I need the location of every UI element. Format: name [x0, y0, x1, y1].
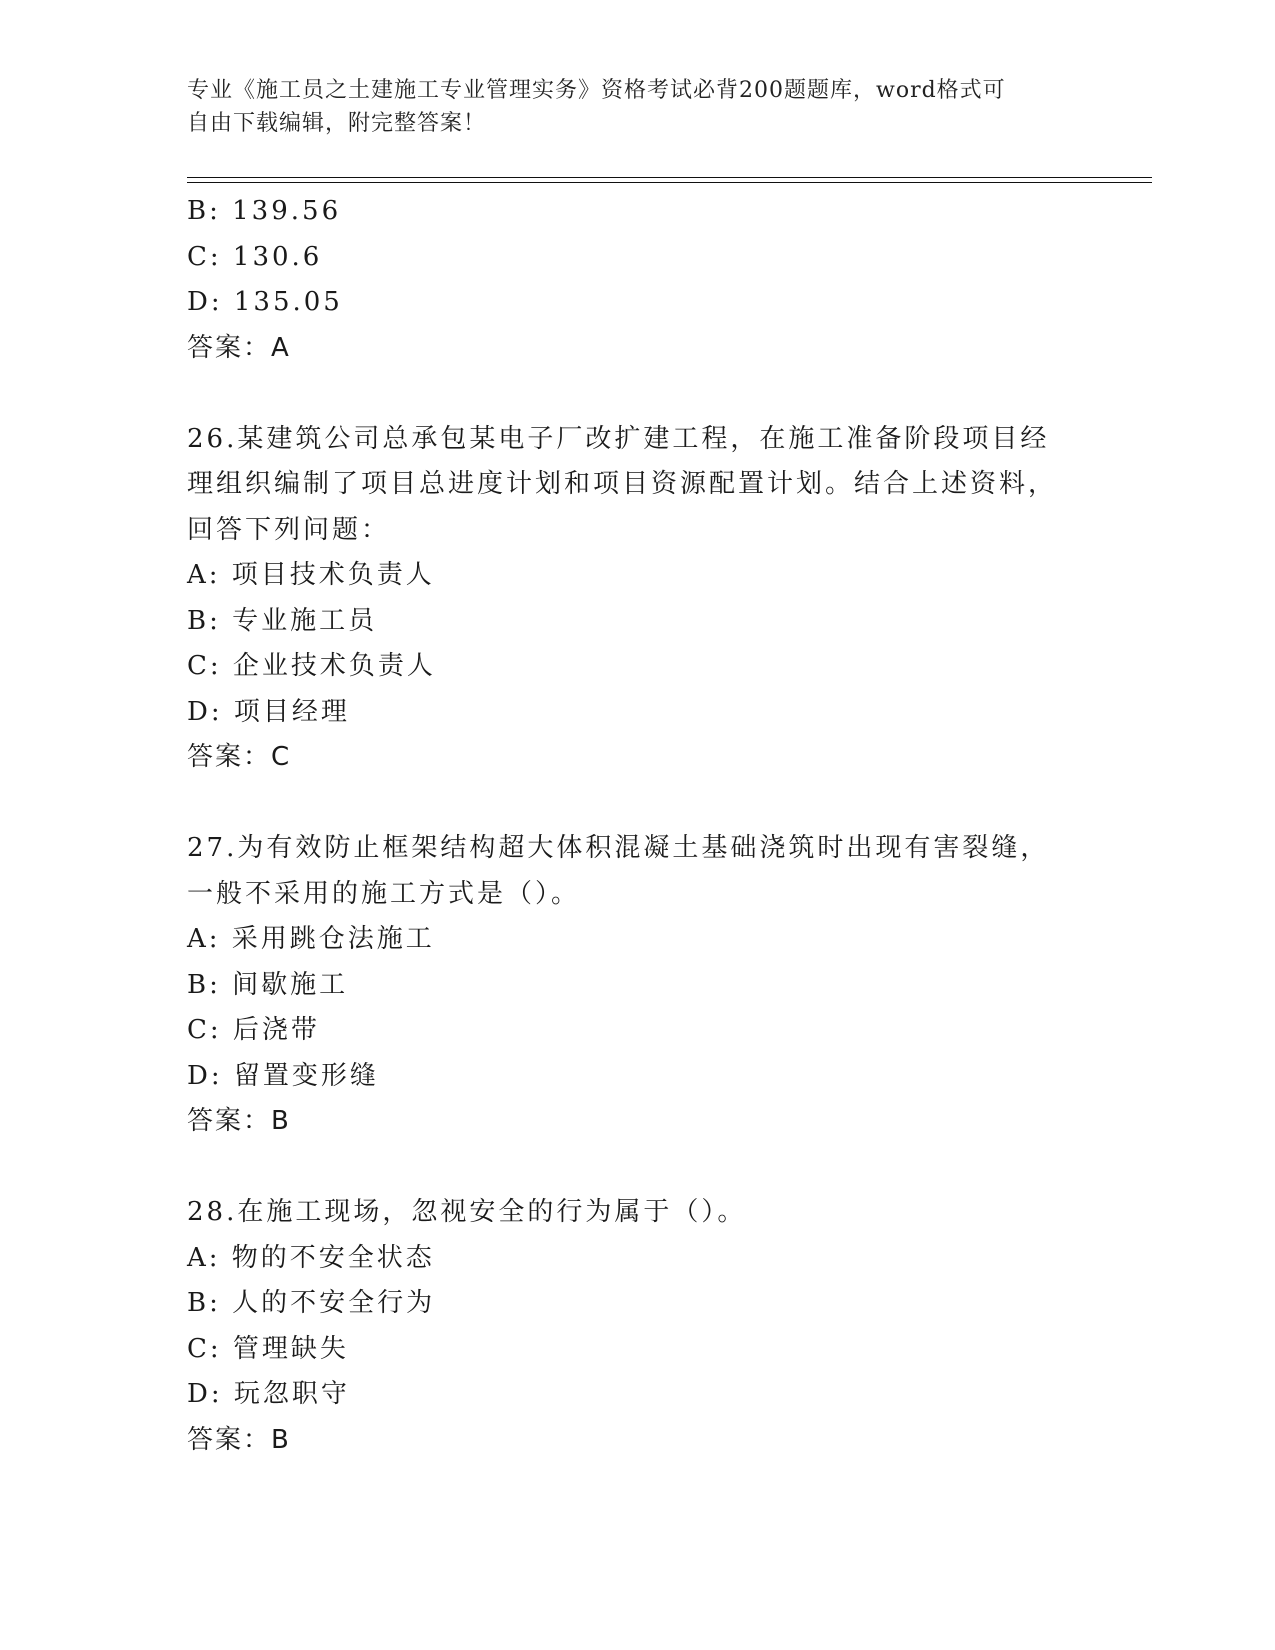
answer: 答案：A	[187, 332, 291, 363]
spacer	[187, 371, 1087, 417]
option-d: D: 135.05	[187, 287, 343, 317]
option-d: D: 玩忽职守	[187, 1379, 350, 1409]
option-a: A: 采用跳仓法施工	[187, 924, 435, 954]
option-d: D: 留置变形缝	[187, 1060, 379, 1091]
spacer	[187, 781, 1087, 827]
question-25-continued	[187, 189, 1087, 371]
option-c: C: 管理缺失	[187, 1333, 349, 1364]
question-list	[187, 189, 1087, 1463]
option-a: A: 项目技术负责人	[187, 560, 435, 590]
option-c: C: 企业技术负责人	[187, 651, 436, 681]
option-b: B: 专业施工员	[187, 605, 378, 636]
question-text: 27.为有效防止框架结构超大体积混凝土基础浇筑时出现有害裂缝，一般不采用的施工方式是（）。	[187, 833, 1050, 909]
question-27	[187, 826, 1087, 1145]
option-b: B: 139.56	[187, 196, 342, 226]
header-line-2: 自由下载编辑，附完整答案！	[187, 111, 487, 136]
spacer	[187, 1145, 1087, 1191]
question-text: 28.在施工现场，忽视安全的行为属于（）。	[187, 1197, 747, 1227]
answer: 答案：B	[187, 1106, 291, 1136]
option-b: B: 人的不安全行为	[187, 1288, 436, 1318]
option-c: C: 130.6	[187, 241, 323, 272]
question-28	[187, 1190, 1087, 1463]
option-b: B: 间歇施工	[187, 969, 349, 1000]
question-text: 26.某建筑公司总承包某电子厂改扩建工程，在施工准备阶段项目经理组织编制了项目总进度计划和项目资源配置计划。结合上述资料，回答下列问题：	[187, 423, 1058, 545]
question-26	[187, 417, 1087, 781]
header-divider-bottom	[187, 182, 1152, 183]
option-a: A: 物的不安全状态	[187, 1242, 435, 1273]
page-header	[187, 74, 1087, 140]
answer: 答案：B	[187, 1424, 291, 1455]
option-c: C: 后浇带	[187, 1015, 320, 1045]
header-divider-top	[187, 177, 1152, 178]
header-line-1: 专业《施工员之土建施工专业管理实务》资格考试必背200题题库，word格式可	[187, 78, 1006, 103]
answer: 答案：C	[187, 742, 292, 772]
option-d: D: 项目经理	[187, 696, 350, 727]
